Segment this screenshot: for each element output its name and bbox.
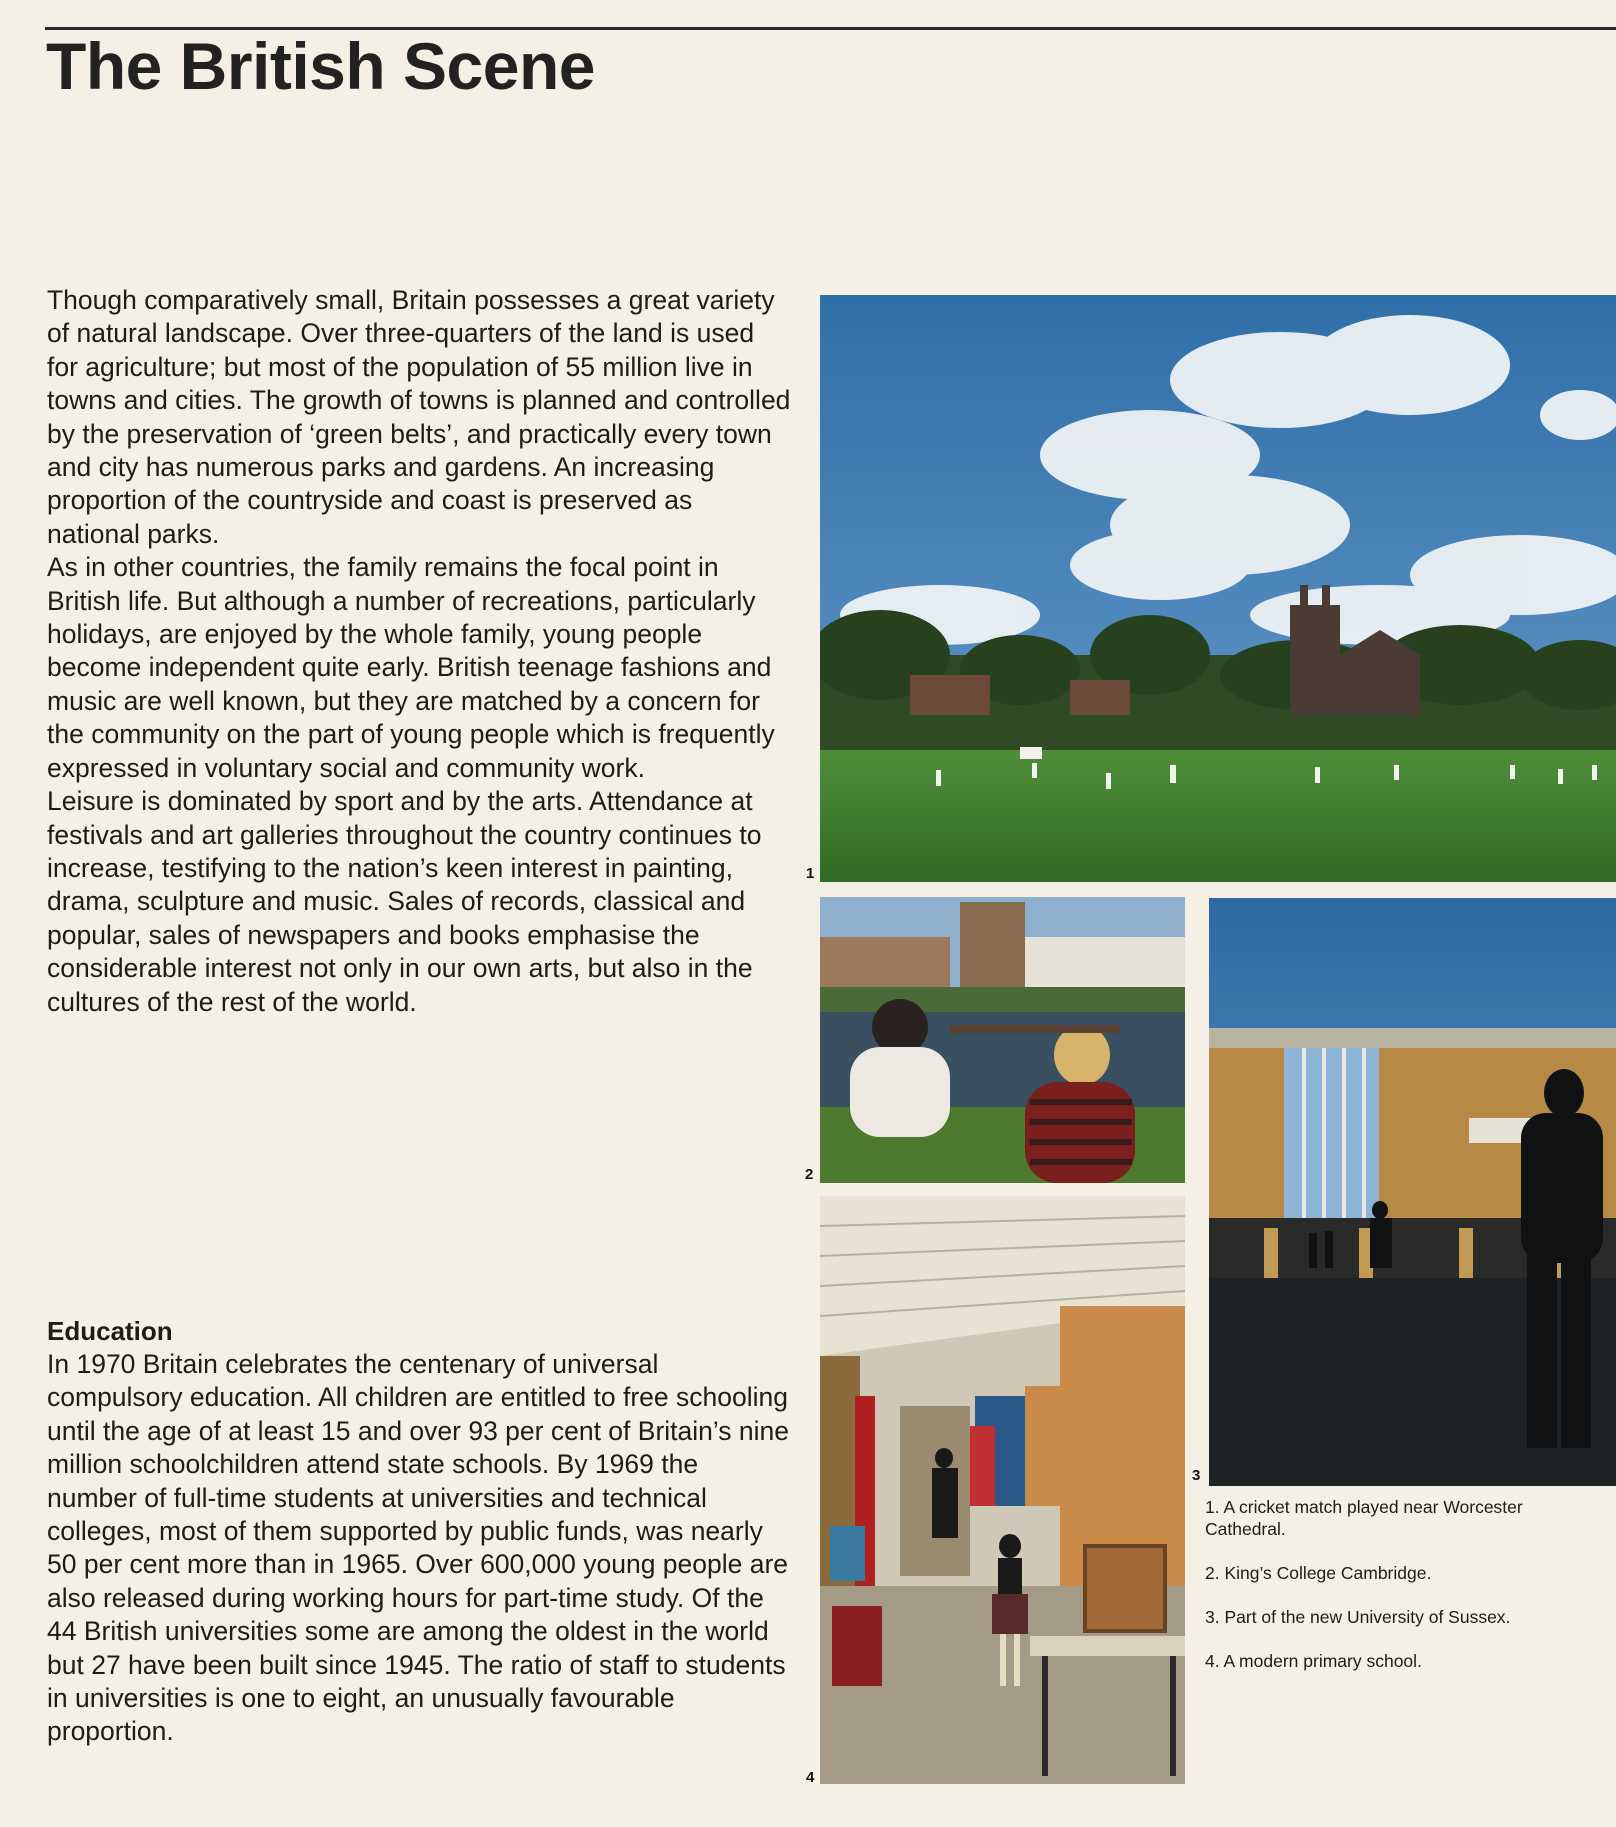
photo-number-4: 4 (806, 1769, 815, 1786)
photo-kings-college (820, 897, 1185, 1183)
caption-4: 4. A modern primary school. (1205, 1651, 1422, 1671)
page-title: The British Scene (46, 29, 595, 103)
photo-number-1: 1 (806, 865, 815, 882)
intro-text (47, 284, 792, 1019)
intro-paragraph: Though comparatively small, Britain possesses a great variety of natural landscape. Over three-quarters of the land is used for agriculture; but most of the population of 55 million live in towns and cities. The growth of towns is planned and controlled by the preservation of ‘green belts’, and practically every town and city has numerous parks and gardens. An increasing proportion of the countryside and coast is preserved as national parks. (47, 285, 791, 549)
photo-cricket-match (820, 295, 1616, 882)
intro-paragraph: As in other countries, the family remains the focal point in British life. But although a number of recreations, particularly holidays, are enjoyed by the whole family, young people become independent quite early. British teenage fashions and music are well known, but they are matched by a concern for the community on the part of young people which is frequently expressed in voluntary social and community work. (47, 552, 775, 783)
caption-3: 3. Part of the new University of Sussex. (1205, 1607, 1511, 1627)
caption-1: 1. A cricket match played near Worcester Cathedral. (1205, 1497, 1523, 1539)
photo-captions (1205, 1496, 1605, 1694)
education-paragraph: In 1970 Britain celebrates the centenary of universal compulsory education. All children are entitled to free schooling until the age of at least 15 and over 93 per cent of Britain’s nine million schoolchildren attend state schools. By 1969 the number of full-time students at universities and technical colleges, most of them supported by public funds, was nearly 50 per cent more than in 1965. Over 600,000 young people are also released during working hours for part-time study. Of the 44 British universities some are among the oldest in the world but 27 have been built since 1945. The ratio of staff to students in universities is one to eight, an unusually favourable proportion. (47, 1349, 789, 1747)
photo-primary-school (820, 1196, 1185, 1784)
caption-2: 2. King’s College Cambridge. (1205, 1563, 1432, 1583)
photo-number-2: 2 (805, 1166, 814, 1183)
photo-university-of-sussex (1209, 898, 1616, 1486)
intro-paragraph: Leisure is dominated by sport and by the arts. Attendance at festivals and art galleries throughout the country continues to increase, testifying to the nation’s keen interest in painting, drama, sculpture and music. Sales of records, classical and popular, sales of newspapers and books emphasise the considerable interest not only in our own arts, but also in the cultures of the rest of the world. (47, 786, 762, 1017)
education-section (47, 1315, 792, 1749)
education-heading: Education (47, 1316, 173, 1346)
photo-number-3: 3 (1192, 1467, 1201, 1484)
